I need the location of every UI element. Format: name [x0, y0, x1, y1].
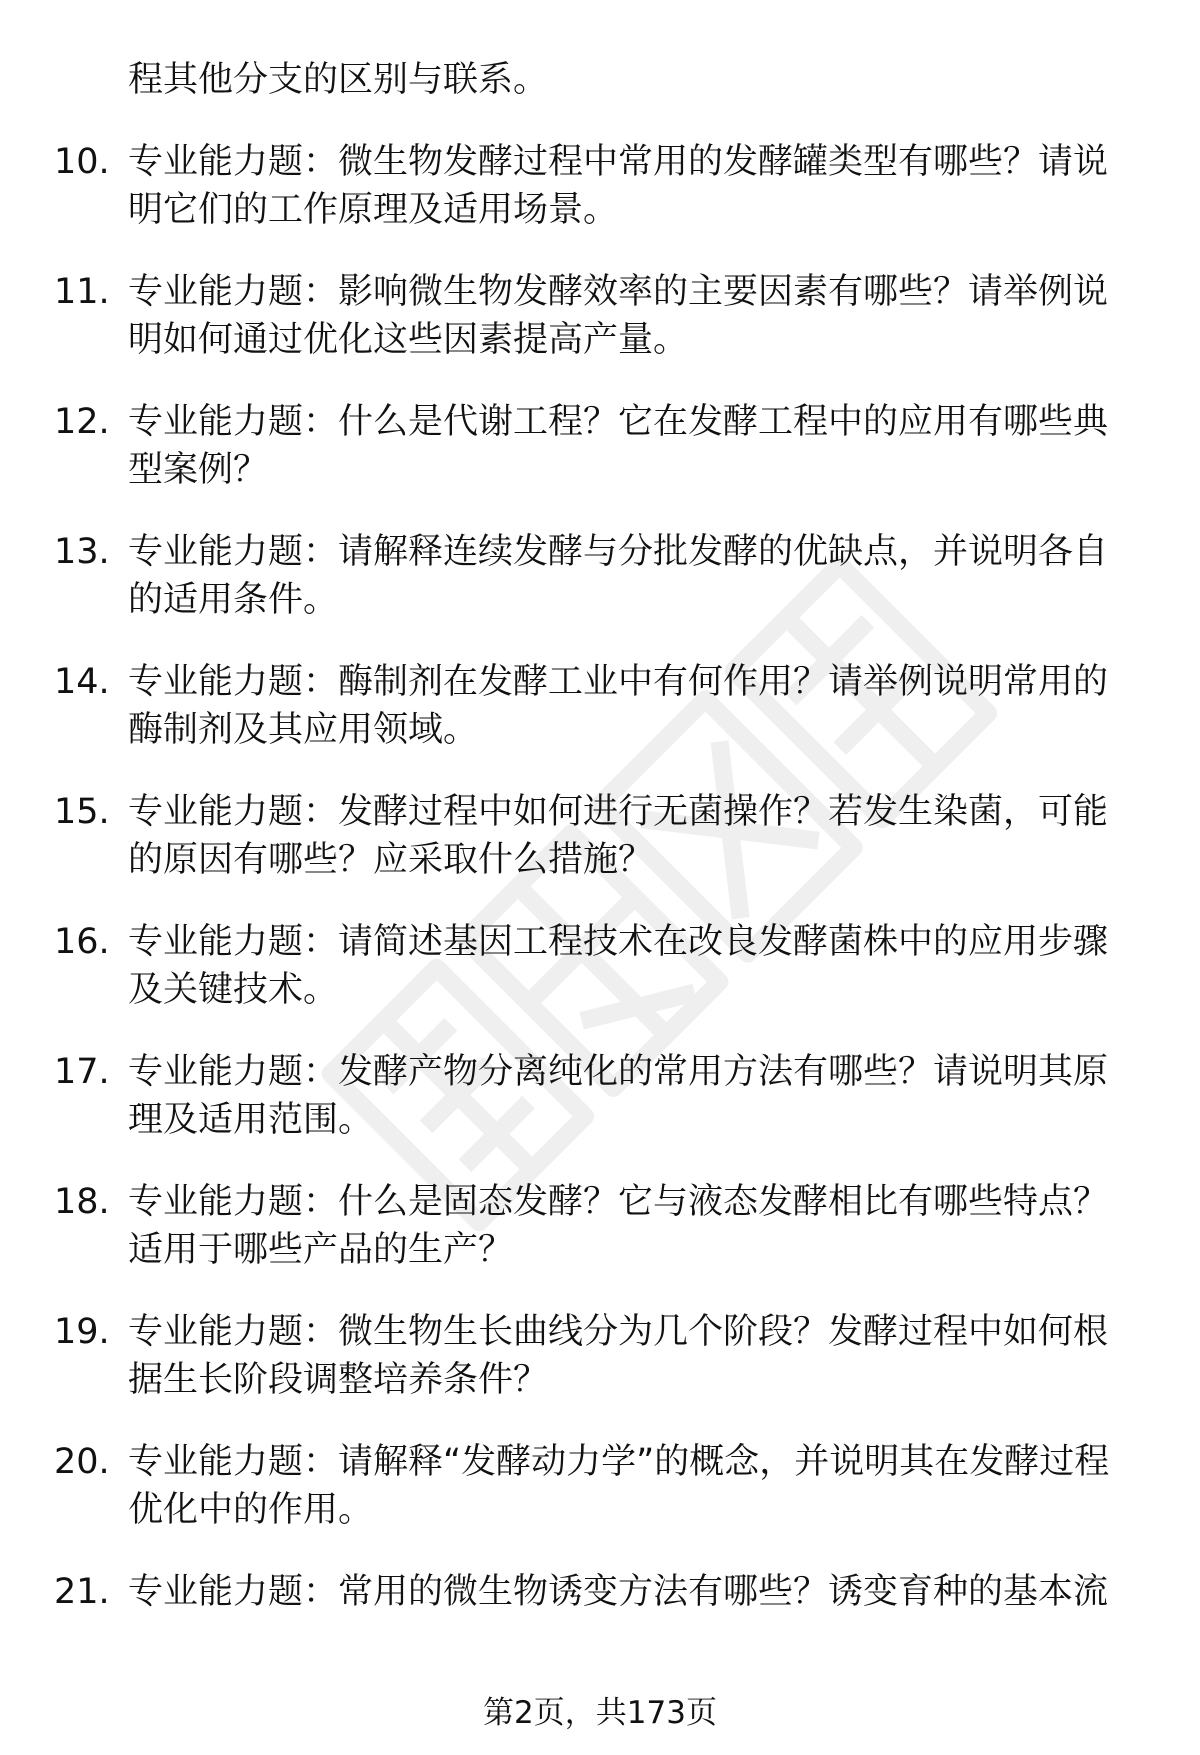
question-number: 11. — [54, 272, 110, 312]
question-item — [0, 268, 1200, 364]
question-text: 专业能力题：什么是固态发酵？它与液态发酵相比有哪些特点？适用于哪些产品的生产？ — [128, 1182, 1109, 1270]
question-item — [0, 918, 1200, 1014]
question-number: 21. — [54, 1572, 110, 1612]
question-text: 专业能力题：发酵产物分离纯化的常用方法有哪些？请说明其原理及适用范围。 — [128, 1052, 1109, 1140]
question-item — [0, 1048, 1200, 1144]
question-item — [0, 788, 1200, 884]
question-number: 19. — [54, 1312, 110, 1352]
question-item — [0, 1308, 1200, 1404]
question-number: 13. — [54, 532, 110, 572]
question-list — [0, 138, 1200, 1616]
question-item — [0, 138, 1200, 234]
question-item — [0, 528, 1200, 624]
question-text: 专业能力题：请解释连续发酵与分批发酵的优缺点，并说明各自的适用条件。 — [128, 532, 1109, 620]
question-number: 18. — [54, 1182, 110, 1222]
question-number: 20. — [54, 1442, 110, 1482]
question-item — [0, 658, 1200, 754]
question-text: 专业能力题：请解释“发酵动力学”的概念，并说明其在发酵过程优化中的作用。 — [128, 1442, 1110, 1530]
question-number: 14. — [54, 662, 110, 702]
question-item — [0, 1438, 1200, 1534]
question-text: 专业能力题：影响微生物发酵效率的主要因素有哪些？请举例说明如何通过优化这些因素提高产量。 — [128, 272, 1109, 360]
question-number: 10. — [54, 142, 110, 182]
question-number: 16. — [54, 922, 110, 962]
question-item — [0, 398, 1200, 494]
question-item — [0, 1178, 1200, 1274]
continued-question-text: 程其他分支的区别与联系。 — [128, 60, 549, 100]
question-text: 专业能力题：微生物发酵过程中常用的发酵罐类型有哪些？请说明它们的工作原理及适用场景。 — [128, 142, 1109, 230]
question-text: 专业能力题：什么是代谢工程？它在发酵工程中的应用有哪些典型案例？ — [128, 402, 1109, 490]
question-item — [0, 1568, 1200, 1616]
question-text: 专业能力题：常用的微生物诱变方法有哪些？诱变育种的基本流 — [128, 1572, 1109, 1612]
question-text: 专业能力题：微生物生长曲线分为几个阶段？发酵过程中如何根据生长阶段调整培养条件？ — [128, 1312, 1109, 1400]
question-text: 专业能力题：酶制剂在发酵工业中有何作用？请举例说明常用的酶制剂及其应用领域。 — [128, 662, 1109, 750]
question-number: 17. — [54, 1052, 110, 1092]
question-number: 12. — [54, 402, 110, 442]
question-number: 15. — [54, 792, 110, 832]
question-text: 专业能力题：请简述基因工程技术在改良发酵菌株中的应用步骤及关键技术。 — [128, 922, 1109, 1010]
page-number-footer: 第2页，共173页 — [483, 1695, 717, 1731]
question-text: 专业能力题：发酵过程中如何进行无菌操作？若发生染菌，可能的原因有哪些？应采取什么措施？ — [128, 792, 1109, 880]
document-body — [0, 56, 1200, 1650]
